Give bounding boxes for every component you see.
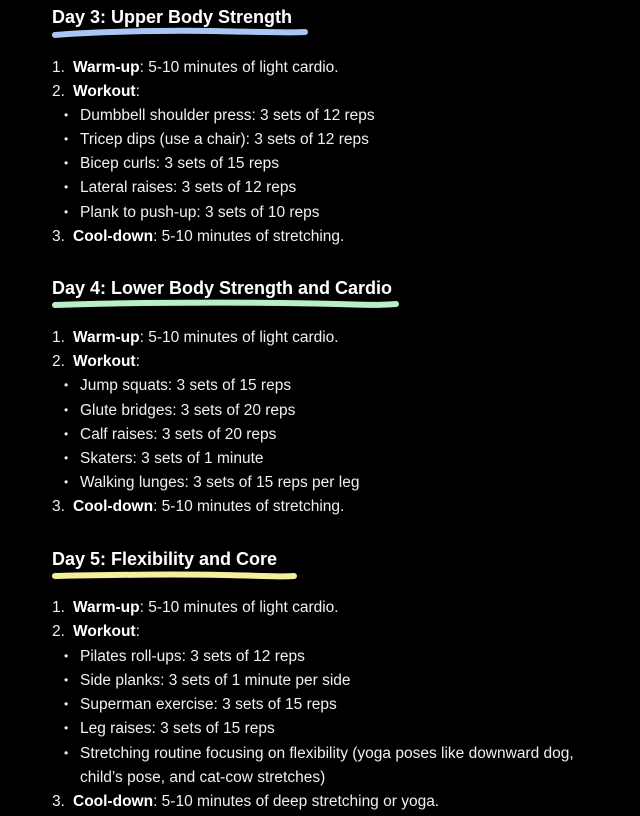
workout-suffix: : — [135, 353, 140, 370]
exercise-text: Tricep dips (use a chair): 3 sets of 12 reps — [80, 131, 369, 148]
list-number: 2. — [52, 353, 65, 370]
bullet-icon: • — [64, 132, 69, 146]
workout-label: Workout — [73, 623, 136, 640]
day4-exercise-item — [64, 473, 359, 493]
exercise-text: Jump squats: 3 sets of 15 reps — [80, 377, 292, 394]
bullet-icon: • — [64, 403, 69, 417]
day4-exercise-item — [64, 376, 291, 396]
exercise-text: Lateral raises: 3 sets of 12 reps — [80, 179, 297, 196]
cooldown-label: Cool-down — [73, 498, 154, 515]
day3-exercise-item — [64, 154, 279, 174]
bullet-icon: • — [64, 746, 69, 760]
day5-exercise-item — [64, 744, 574, 764]
cooldown-label: Cool-down — [73, 228, 154, 245]
list-number: 3. — [52, 793, 65, 810]
day4-title: Day 4: Lower Body Strength and Cardio — [52, 278, 393, 298]
day4-exercise-item — [64, 449, 264, 469]
bullet-icon: • — [64, 697, 69, 711]
exercise-text: Superman exercise: 3 sets of 15 reps — [80, 696, 337, 713]
day5-title: Day 5: Flexibility and Core — [52, 549, 278, 569]
day4-exercise-item — [64, 425, 276, 445]
exercise-text: Bicep curls: 3 sets of 15 reps — [80, 155, 280, 172]
day5-heading-wrap — [52, 548, 277, 578]
day3-workout-item — [52, 82, 140, 102]
day3-exercise-item — [64, 130, 369, 150]
bullet-icon: • — [64, 378, 69, 392]
exercise-text: Side planks: 3 sets of 1 minute per side — [80, 672, 351, 689]
bullet-icon: • — [64, 721, 69, 735]
list-number: 3. — [52, 498, 65, 515]
list-number: 1. — [52, 329, 65, 346]
exercise-text: Calf raises: 3 sets of 20 reps — [80, 426, 277, 443]
day3-cooldown-item — [52, 227, 344, 247]
bullet-icon: • — [64, 649, 69, 663]
bullet-icon: • — [64, 156, 69, 170]
warmup-label: Warm-up — [73, 329, 140, 346]
list-number: 1. — [52, 59, 65, 76]
day4-heading-wrap — [52, 277, 392, 307]
bullet-icon: • — [64, 451, 69, 465]
workout-label: Workout — [73, 83, 136, 100]
day3-heading-wrap — [52, 6, 292, 36]
bullet-icon: • — [64, 205, 69, 219]
day4-exercise-item — [64, 401, 295, 421]
cooldown-text: : 5-10 minutes of stretching. — [153, 498, 345, 515]
day5-exercise-item — [64, 671, 351, 691]
exercise-text: Skaters: 3 sets of 1 minute — [80, 450, 264, 467]
day5-exercise-item — [64, 647, 305, 667]
exercise-text: Walking lunges: 3 sets of 15 reps per leg — [80, 474, 360, 491]
day5-warmup-item — [52, 598, 339, 618]
list-number: 2. — [52, 623, 65, 640]
bullet-icon: • — [64, 180, 69, 194]
list-number: 3. — [52, 228, 65, 245]
exercise-text: Dumbbell shoulder press: 3 sets of 12 reps — [80, 107, 375, 124]
day3-title: Day 3: Upper Body Strength — [52, 7, 293, 27]
cooldown-text: : 5-10 minutes of stretching. — [153, 228, 345, 245]
day4-cooldown-item — [52, 497, 344, 517]
day4-warmup-item — [52, 328, 339, 348]
bullet-icon: • — [64, 427, 69, 441]
warmup-label: Warm-up — [73, 599, 140, 616]
exercise-text: Stretching routine focusing on flexibility (yoga poses like downward dog, — [80, 745, 574, 762]
exercise-text: Plank to push-up: 3 sets of 10 reps — [80, 204, 320, 221]
workout-label: Workout — [73, 353, 136, 370]
day4-workout-item — [52, 352, 140, 372]
list-number: 2. — [52, 83, 65, 100]
day3-exercise-item — [64, 203, 320, 223]
warmup-text: : 5-10 minutes of light cardio. — [139, 59, 339, 76]
warmup-text: : 5-10 minutes of light cardio. — [139, 599, 339, 616]
day5-exercise-continuation: child’s pose, and cat-cow stretches) — [80, 769, 326, 786]
workout-suffix: : — [135, 83, 140, 100]
cooldown-label: Cool-down — [73, 793, 154, 810]
day5-exercise-item — [64, 695, 337, 715]
warmup-label: Warm-up — [73, 59, 140, 76]
day3-warmup-item — [52, 58, 339, 78]
day3-exercise-item — [64, 178, 296, 198]
bullet-icon: • — [64, 475, 69, 489]
cooldown-text: : 5-10 minutes of deep stretching or yoga. — [153, 793, 440, 810]
day5-workout-item — [52, 622, 140, 642]
list-number: 1. — [52, 599, 65, 616]
bullet-icon: • — [64, 108, 69, 122]
warmup-text: : 5-10 minutes of light cardio. — [139, 329, 339, 346]
exercise-text: Leg raises: 3 sets of 15 reps — [80, 720, 275, 737]
day3-exercise-item — [64, 106, 375, 126]
exercise-text: Glute bridges: 3 sets of 20 reps — [80, 402, 296, 419]
workout-suffix: : — [135, 623, 140, 640]
exercise-text: Pilates roll-ups: 3 sets of 12 reps — [80, 648, 305, 665]
day5-exercise-item — [64, 719, 275, 739]
day5-cooldown-item — [52, 792, 439, 812]
bullet-icon: • — [64, 673, 69, 687]
